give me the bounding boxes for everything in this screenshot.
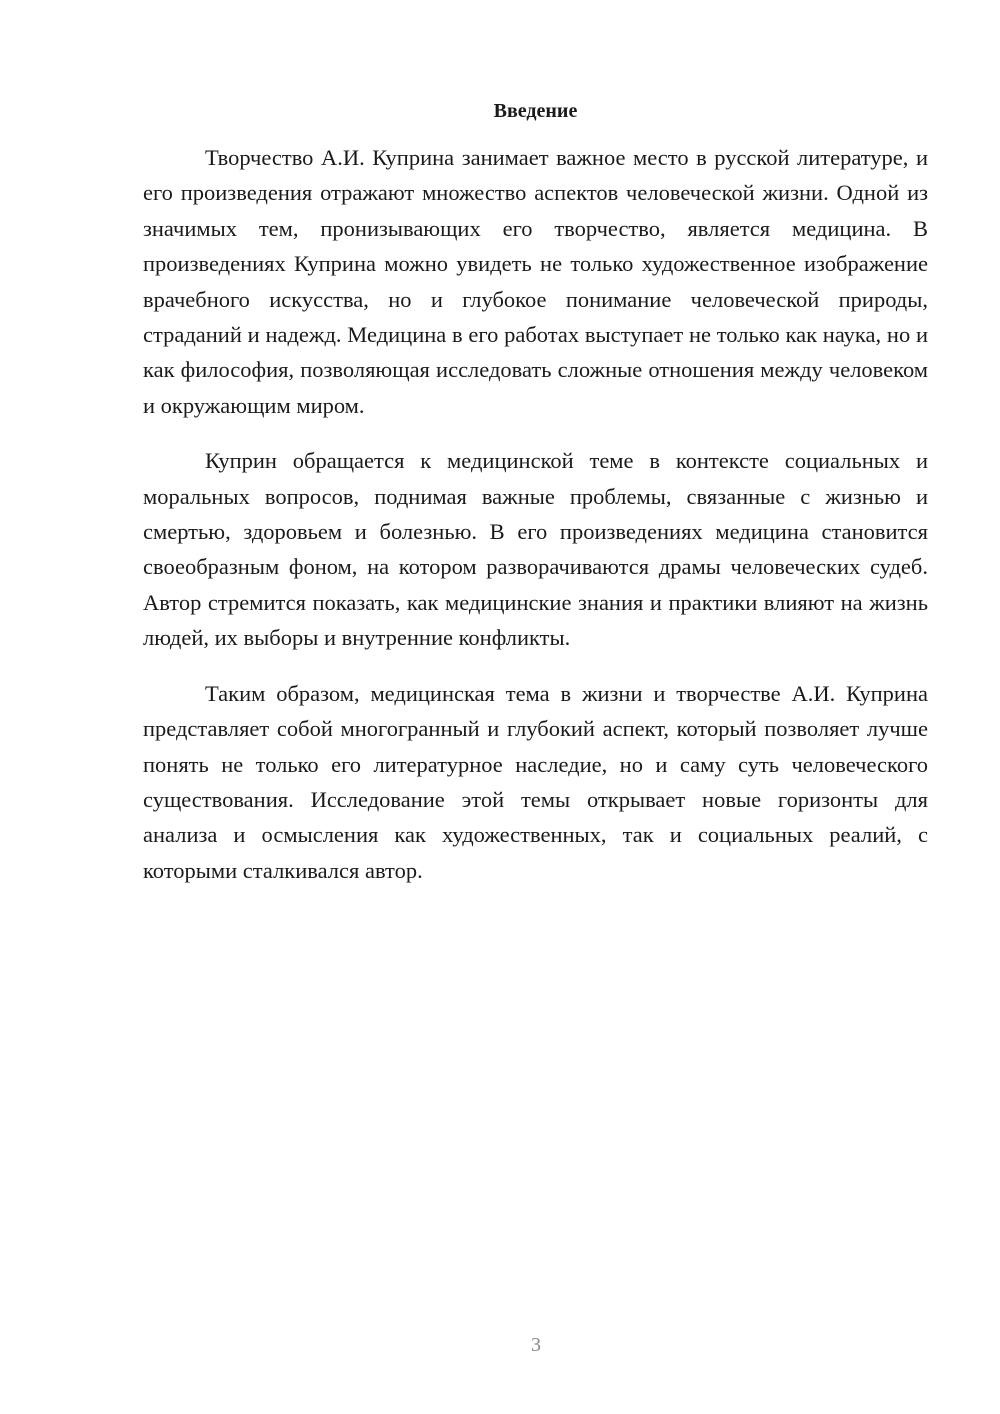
section-heading: Введение (493, 100, 578, 122)
body-text (143, 140, 928, 908)
page-number: 3 (531, 1334, 541, 1356)
paragraph-1: Творчество А.И. Куприна занимает важное место в русской литературе, и его произведения отражают множество аспектов человеческой жизни. Одной из значимых тем, пронизывающих его творчество, является медицина. В произведениях Куприна можно увидеть не только художественное изображение врачебного искусства, но и глубокое понимание человеческой природы, страданий и надежд. Медицина в его работах выступает не только как наука, но и как философия, позволяющая исследовать сложные отношения между человеком и окружающим миром. (143, 145, 928, 418)
paragraph-3: Таким образом, медицинская тема в жизни и творчестве А.И. Куприна представляет собой многогранный и глубокий аспект, который позволяет лучше понять не только его литературное наследие, но и саму суть человеческого существования. Исследование этой темы открывает новые горизонты для анализа и осмысления как художественных, так и социальных реалий, с которыми сталкивался автор. (143, 680, 928, 883)
paragraph-2: Куприн обращается к медицинской теме в контексте социальных и моральных вопросов, поднимая важные проблемы, связанные с жизнью и смертью, здоровьем и болезнью. В его произведениях медицина становится своеобразным фоном, на котором разворачиваются драмы человеческих судеб. Автор стремится показать, как медицинские знания и практики влияют на жизнь людей, их выборы и внутренние конфликты. (143, 448, 928, 651)
